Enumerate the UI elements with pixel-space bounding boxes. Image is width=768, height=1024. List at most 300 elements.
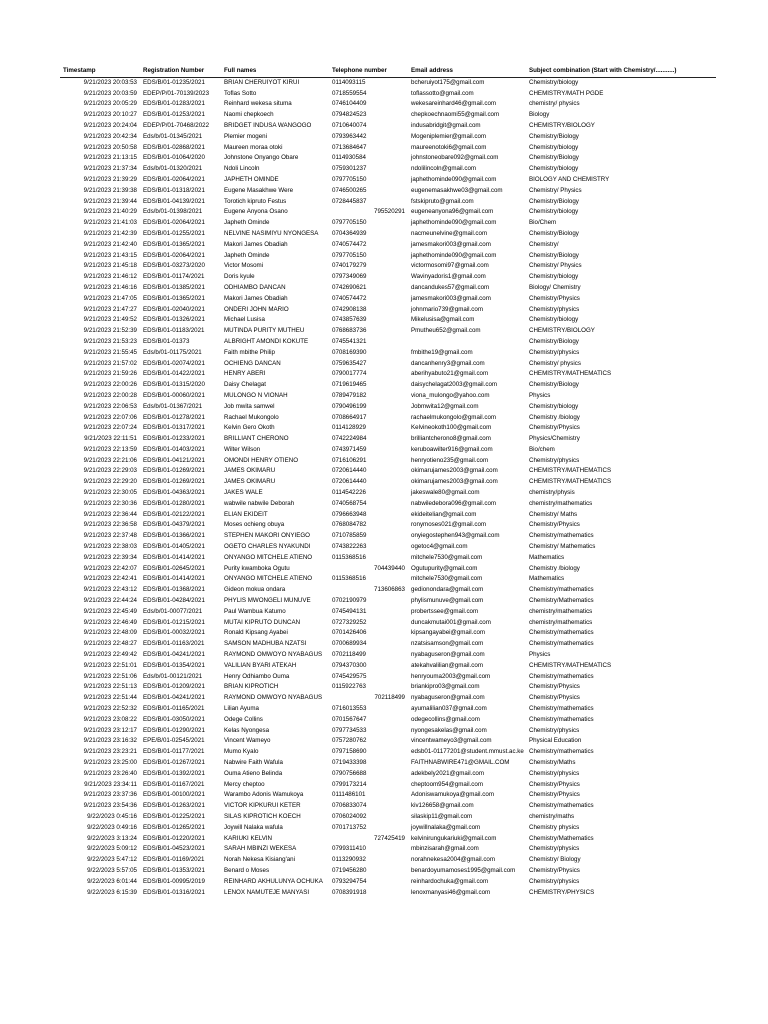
email-cell: Pmutheu652@gmail.com [411,327,481,335]
subject-cell: Chemistry/Physics [529,294,580,302]
timestamp-cell: 9/21/2023 22:42:07 [83,564,137,572]
telephone-cell: 0114128929 [332,424,366,432]
registration-cell: EDS/B/01-01315/2020 [143,381,205,389]
subject-cell: Chemistry/Physics [529,521,580,529]
registration-cell: EDS/B/01-01253/2021 [143,111,205,119]
email-cell: toflassotto@gmail.com [411,89,474,97]
table-row [60,143,716,154]
timestamp-cell: 9/21/2023 21:53:23 [83,337,137,345]
telephone-cell: 0790756688 [332,769,367,777]
subject-cell: Chemistry/biology [529,402,579,410]
timestamp-cell: 9/21/2023 22:29:03 [83,467,137,475]
name-cell: Michael Lusisa [224,316,265,324]
telephone-cell: 0796663948 [332,510,367,518]
subject-cell: Chemistry/Physics [529,791,580,799]
name-cell: MULONGO N VIONAH [224,391,288,399]
timestamp-cell: 9/21/2023 21:42:40 [83,240,137,248]
name-cell: Makori James Obadiah [224,294,288,302]
timestamp-cell: 9/21/2023 22:42:41 [83,575,137,583]
email-cell: onyiegostephen943@gmail.com [411,532,500,540]
timestamp-cell: 9/21/2023 23:54:36 [83,802,137,810]
name-cell: Mumo Kyalo [224,748,259,756]
email-cell: probertssee@gmail.com [411,607,479,615]
name-cell: Nabwire Faith Wafula [224,759,283,766]
table-row [60,294,716,305]
telephone-cell: 0719456280 [332,866,367,874]
registration-cell: EDS/B/01-02074/2021 [143,359,205,367]
name-cell: Maureen moraa otoki [224,143,283,151]
email-cell: norahnekesa2004@gmail.com [411,856,496,864]
registration-cell: EDS/B/01-01177/2021 [143,748,205,756]
table-row [60,801,716,812]
telephone-cell: 0790017774 [332,370,367,378]
telephone-cell: 0727329252 [332,618,367,626]
table-row [60,186,716,197]
registration-cell: EDS/B/01-01233/2021 [143,435,205,443]
subject-cell: CHEMISTRY/MATHEMATICS [529,478,612,486]
registration-cell: EDS/B/01-01354/2021 [143,661,205,669]
name-cell: Kelas Nyongesa [224,726,270,734]
telephone-cell: 0708169390 [332,348,367,356]
subject-cell: CHEMISTRY/BIOLOGY [529,327,595,335]
timestamp-cell: 9/21/2023 21:46:16 [83,283,137,291]
subject-cell: CHEMISTRY/MATHEMATICS [529,467,612,475]
table-row [60,305,716,316]
registration-cell: EDS/B/01-00060/2021 [143,391,205,399]
name-cell: JAPHETH OMINDE [224,175,279,183]
email-cell: kelvinirungukariuki@gmail.com [411,834,497,842]
subject-cell: Physics [529,651,551,659]
timestamp-cell: 9/21/2023 21:40:29 [83,208,137,216]
telephone-cell: 0797705150 [332,251,367,259]
table-row [60,661,716,672]
telephone-cell: 0743857639 [332,316,367,324]
table-row [60,132,716,143]
timestamp-cell: 9/21/2023 22:52:32 [83,705,137,713]
email-cell: johnstoneobare092@gmail.com [411,154,499,162]
email-cell: rachaelmukongolo@gmail.com [411,413,497,421]
email-cell: nyabaguseron@gmail.com [411,651,485,659]
telephone-cell: 0757280762 [332,737,367,745]
name-cell: Purity kwamboka Ogutu [224,564,290,572]
timestamp-cell: 9/21/2023 20:24:04 [83,121,137,129]
table-row [60,844,716,855]
email-cell: lenoxmanyasi46@gmail.com [411,888,491,896]
telephone-cell: 0740574472 [332,240,367,248]
email-cell: chepkoechnaomi55@gmail.com [411,111,500,119]
table-row [60,574,716,585]
name-cell: OGETO CHARLES NYAKUNDI [224,543,311,551]
telephone-cell: 0701426406 [332,629,367,637]
table-row [60,251,716,262]
table-row [60,877,716,888]
name-cell: Wilter Wilson [224,445,261,453]
table-row [60,477,716,488]
timestamp-cell: 9/21/2023 22:37:48 [83,532,137,540]
telephone-cell: 0740568754 [332,499,367,507]
email-cell: cheptoom954@gmail.com [411,780,483,788]
name-cell: Henry Odhiambo Ouma [224,672,290,680]
name-cell: HENRY ABERI [224,370,266,378]
timestamp-cell: 9/21/2023 20:10:27 [83,111,137,119]
telephone-cell: 0718559554 [332,89,367,97]
telephone-cell: 0797705150 [332,175,367,183]
name-cell: LENOX NAMUTEJE MANYASI [224,888,310,896]
name-cell: Moses ochieng obuya [224,521,285,529]
timestamp-cell: 9/21/2023 22:00:26 [83,381,137,389]
timestamp-cell: 9/21/2023 23:26:40 [83,769,137,777]
telephone-cell: 0700689934 [332,640,367,648]
table-row [60,769,716,780]
table-row [60,218,716,229]
registration-cell: EPE/B/01-02545/2021 [143,737,205,745]
name-cell: Odege Collins [224,715,263,723]
email-cell: brilliantcherono8@gmail.com [411,435,491,443]
timestamp-cell: 9/21/2023 22:07:06 [83,413,137,421]
table-row [60,402,716,413]
registration-cell: EDS/B/01-01269/2021 [143,478,205,486]
table-row [60,542,716,553]
name-cell: Benard o Moses [224,866,270,874]
registration-cell: EDS/B/01-01220/2021 [143,834,205,842]
registration-cell: EDS/B/01-01280/2021 [143,499,205,507]
timestamp-cell: 9/22/2023 0:45:16 [87,812,137,820]
registration-cell: EDS/B/01-01064/2020 [143,154,205,162]
timestamp-cell: 9/21/2023 21:39:29 [83,175,137,183]
email-cell: nacmeunelvine@gmail.com [411,229,488,237]
email-cell: Kelvineokoth100@gmail.com [411,424,492,432]
table-row [60,89,716,100]
registration-cell: EDS/B/01-04379/2021 [143,521,205,529]
table-row [60,391,716,402]
telephone-cell: 0114930584 [332,154,366,162]
table-row [60,628,716,639]
subject-cell: Chemistry/biology [529,208,579,216]
telephone-cell: 713606863 [374,586,405,594]
email-cell: ayumalilian037@gmail.com [411,705,487,713]
name-cell: Plemier mogeni [224,132,267,140]
name-cell: BRIAN KIPROTICH [224,683,279,691]
timestamp-cell: 9/21/2023 21:47:27 [83,305,137,313]
registration-cell: EDS/B/01-02064/2021 [143,251,205,259]
table-row [60,758,716,769]
table-row [60,531,716,542]
registration-cell: EDS/B/01-00100/2021 [143,791,205,799]
timestamp-cell: 9/21/2023 23:34:11 [84,780,137,788]
telephone-cell: 0111486101 [332,791,366,799]
email-cell: Mogeniplemier@gmail.com [411,132,487,140]
table-row [60,359,716,370]
email-cell: nzatsisamson@gmail.com [411,640,484,648]
telephone-cell: 727425419 [374,834,405,842]
subject-cell: Chemistry/mathematics [529,715,594,723]
name-cell: ONDERI JOHN MARIO [224,305,289,313]
name-cell: KARIUKI KELVIN [224,834,273,842]
name-cell: BRILLIANT CHERONO [224,435,289,443]
name-cell: MUTAI KIPRUTO DUNCAN [224,618,301,626]
telephone-cell: 0708391918 [332,888,367,896]
registration-cell: EDS/B/01-01365/2021 [143,240,205,248]
telephone-cell: 0704364939 [332,229,367,237]
email-cell: japhethominde090@gmail.com [411,219,497,227]
subject-cell: CHEMISTRY/PHYSICS [529,888,595,896]
name-cell: RAYMOND OMWOYO NYABAGUS [224,694,323,702]
telephone-cell: 0720614440 [332,467,367,475]
subject-cell: Chemistry/ Physics [529,262,582,270]
timestamp-cell: 9/22/2023 6:01:44 [87,877,137,885]
registration-cell: EDEP/P/01-70468/2022 [143,121,210,129]
registration-cell: EDS/B/01-04523/2021 [143,845,205,853]
header-registration-number: Registration Number [140,66,221,77]
name-cell: Toflas Sotto [224,89,257,97]
email-cell: henryouma2003@gmail.com [411,672,491,680]
table-row [60,780,716,791]
timestamp-cell: 9/21/2023 22:11:51 [84,435,137,443]
email-cell: mbinzisarah@gmail.com [411,845,479,853]
telephone-cell: 0702190979 [332,597,367,605]
name-cell: Victor Mosomi [224,262,264,270]
name-cell: ALBRIGHT AMONDI KOKUTE [224,337,309,345]
name-cell: Ronald Kipsang Ayabei [224,629,288,637]
timestamp-cell: 9/21/2023 22:48:09 [83,629,137,637]
email-cell: okimarujames2003@gmail.com [411,478,498,486]
email-cell: jakeswale80@gmail.com [411,489,480,497]
registration-cell: Eds/b/01-01320/2021 [143,165,203,173]
name-cell: VICTOR KIPKURUI KETER [224,802,301,810]
timestamp-cell: 9/21/2023 22:30:36 [83,499,137,507]
timestamp-cell: 9/21/2023 22:45:49 [83,607,137,615]
timestamp-cell: 9/21/2023 20:42:34 [83,132,137,140]
subject-cell: Physics/Chemistry [529,435,580,443]
name-cell: ELIAN EKIDEIT [224,510,268,518]
subject-cell: Chemistry/ [529,240,559,248]
registration-cell: EDS/B/01-04139/2021 [143,197,205,205]
name-cell: Norah Nekesa Kisiang'ani [224,856,296,864]
table-body [60,77,716,898]
name-cell: PHYLIS MWONGELI MUNUVE [224,597,311,605]
table-row [60,175,716,186]
name-cell: Naomi chepkoech [224,111,274,119]
email-cell: japhethominde090@gmail.com [411,251,497,259]
email-cell: edsb01-01177201@student.mmust.ac.ke [411,748,524,756]
name-cell: Ouma Atieno Belinda [224,769,283,777]
email-cell: gedionondara@gmail.com [411,586,484,594]
subject-cell: CHEMISTRY/MATH PGDE [529,89,604,97]
registration-cell: EDS/B/01-04241/2021 [143,694,205,702]
table-row [60,866,716,877]
timestamp-cell: 9/21/2023 22:51:01 [83,661,137,669]
subject-cell: Chemistry/Biology [529,337,579,345]
registration-cell: EDS/B/01-01403/2021 [143,445,205,453]
email-cell: jamesmakori003@gmail.com [411,294,491,302]
email-cell: japhethominde090@gmail.com [411,175,497,183]
name-cell: REINHARD AKHULUNYA OCHUKA [224,877,323,885]
email-cell: mitchele7530@gmail.com [411,575,483,583]
name-cell: Vincent Wameyo [224,737,271,745]
subject-cell: Chemistry /biology [529,413,580,421]
telephone-cell: 0720614440 [332,478,367,486]
table-row [60,77,716,88]
name-cell: Japheth Ominde [224,219,270,227]
table-row [60,585,716,596]
registration-cell: EDS/B/01-00032/2021 [143,629,205,637]
telephone-cell: 0797349069 [332,273,367,281]
table-row [60,369,716,380]
subject-cell: Chemistry/mathematics [529,629,594,637]
name-cell: OMONDI HENRY OTIENO [224,456,299,464]
table-row [60,337,716,348]
email-cell: bcheruiyot175@gmail.com [411,78,485,86]
telephone-cell: 0793294754 [332,877,367,885]
timestamp-cell: 9/21/2023 20:03:53 [83,78,137,86]
telephone-cell: 0113290932 [332,856,366,864]
registration-cell: EDS/B/01-01405/2021 [143,543,205,551]
table-row [60,510,716,521]
timestamp-cell: 9/21/2023 20:50:58 [83,143,137,151]
telephone-cell: 0799311410 [332,845,366,853]
table-row [60,229,716,240]
email-cell: vincentwameyo3@gmail.com [411,737,492,745]
email-cell: Mikelusisa@gmail.com [411,316,475,324]
telephone-cell: 0701713752 [332,823,367,831]
timestamp-cell: 9/21/2023 22:06:53 [83,402,137,410]
timestamp-cell: 9/21/2023 21:46:12 [83,273,137,281]
email-cell: silaskip11@gmail.com [411,812,473,820]
timestamp-cell: 9/21/2023 22:30:05 [83,489,137,497]
telephone-cell: 0746104409 [332,100,367,108]
subject-cell: Chemistry/Physics [529,866,580,874]
timestamp-cell: 9/21/2023 22:48:27 [83,640,137,648]
table-row [60,99,716,110]
registration-cell: EDS/B/01-02040/2021 [143,305,205,313]
subject-cell: Chemistry/physics [529,348,580,356]
subject-cell: Bio/Chem [529,219,557,227]
registration-cell: EDS/B/01-02064/2021 [143,175,205,183]
subject-cell: Chemistry/physics [529,877,580,885]
registration-cell: EDS/B/01-01278/2021 [143,413,205,421]
name-cell: Job mwita samwel [224,402,275,410]
telephone-cell: 0790496199 [332,402,367,410]
email-cell: Wavinyadoris1@gmail.com [411,273,486,281]
timestamp-cell: 9/21/2023 21:43:15 [83,251,137,259]
telephone-cell: 702118499 [374,694,405,702]
email-cell: fstskipruto@gmail.com [411,197,474,205]
subject-cell: Chemistry/Physics [529,694,580,702]
table-row [60,682,716,693]
table-row [60,726,716,737]
name-cell: JAMES OKIMARU [224,478,276,486]
email-cell: dancanhenry3@gmail.com [411,359,485,367]
name-cell: SARAH MBINZI WEKESA [224,845,297,853]
header-subject-combination: Subject combination (Start with Chemistry/...........) [526,66,716,77]
telephone-cell: 0740179279 [332,262,367,270]
registration-cell: EDS/B/01-03273/2020 [143,262,205,270]
telephone-cell: 0740574472 [332,294,367,302]
registration-cell: EDS/B/01-02064/2021 [143,219,205,227]
registration-cell: EDS/B/01-01174/2021 [143,273,205,281]
timestamp-cell: 9/22/2023 6:15:39 [87,888,137,896]
table-row [60,704,716,715]
name-cell: Daisy Chelagat [224,381,266,389]
table-row [60,888,716,899]
timestamp-cell: 9/21/2023 23:37:36 [83,791,137,799]
subject-cell: Chemistry/physics [529,726,580,734]
subject-cell: chemistry/physis [529,489,575,497]
name-cell: ONYANGO MITCHELE ATIENO [224,553,313,561]
registration-cell: EDS/B/01-01392/2021 [143,769,205,777]
registration-cell: EDS/B/01-01365/2021 [143,294,205,302]
email-cell: adekbely2021@gmail.com [411,769,485,777]
subject-cell: Chemistry/biology [529,143,579,151]
timestamp-cell: 9/21/2023 22:44:24 [83,597,137,605]
timestamp-cell: 9/21/2023 22:07:24 [83,424,137,432]
registration-cell: EDS/B/01-01318/2021 [143,186,205,194]
timestamp-cell: 9/21/2023 20:03:59 [83,89,137,97]
table-row [60,812,716,823]
registration-cell: EDS/B/01-01265/2021 [143,823,205,831]
name-cell: NELVINE NASIMIYU NYONGESA [224,229,319,237]
registration-cell: EDS/B/01-01414/2021 [143,575,205,583]
header-timestamp: Timestamp [60,66,140,77]
registration-cell: EDS/B/01-03050/2021 [143,715,205,723]
registration-cell: EDS/B/01-01183/2021 [143,327,205,335]
subject-cell: Physics [529,391,551,399]
table-row [60,650,716,661]
table-row [60,434,716,445]
table-row [60,207,716,218]
name-cell: wabwile nabwile Deborah [224,499,295,507]
telephone-cell: 0115368516 [332,575,366,583]
name-cell: BRIAN CHERUIYOT KIRUI [224,78,300,86]
subject-cell: Chemistry/biology [529,316,579,324]
registration-cell: EDS/B/01-04363/2021 [143,489,205,497]
telephone-cell: 0708664917 [332,413,367,421]
name-cell: Paul Wambua Katumo [224,607,286,615]
table-row [60,456,716,467]
table-row [60,834,716,845]
email-cell: joywillnalaka@gmail.com [411,823,481,831]
subject-cell: Chemistry/mathematics [529,802,594,810]
timestamp-cell: 9/22/2023 5:09:12 [87,845,137,853]
name-cell: JAKES WALE [224,489,263,497]
registration-cell: Eds/b/01-00077/2021 [143,607,203,615]
registration-cell: EDS/B/01-01368/2021 [143,586,205,594]
table-row [60,326,716,337]
name-cell: Faith mbithe Philip [224,348,275,356]
timestamp-cell: 9/21/2023 22:49:42 [83,651,137,659]
name-cell: VALILIAN BYARI ATEKAH [224,661,297,669]
subject-cell: Chemistry/biology [529,165,579,173]
email-cell: Ogutupurity@gmail.com [411,564,478,572]
email-cell: maureenotoki6@gmail.com [411,143,487,151]
timestamp-cell: 9/22/2023 3:13:24 [87,834,137,842]
email-cell: aberihyabuto21@gmail.com [411,370,489,378]
email-cell: viona_mulongo@yahoo.com [411,391,490,399]
name-cell: Rachael Mukongolo [224,413,279,421]
table-row [60,672,716,683]
subject-cell: Chemistry/mathematics [529,705,594,713]
name-cell: Lilian Ayuma [224,705,259,713]
registration-cell: EDS/B/01-04284/2021 [143,597,205,605]
subject-cell: Chemistry/biology [529,78,579,86]
header-full-names: Full names [221,66,329,77]
table-row [60,445,716,456]
telephone-cell: 0719433398 [332,759,367,766]
table-row [60,283,716,294]
registration-cell: EDS/B/01-01373 [143,337,190,345]
email-cell: ndolilincoln@gmail.com [411,165,477,173]
name-cell: ONYANGO MITCHELE ATIENO [224,575,313,583]
